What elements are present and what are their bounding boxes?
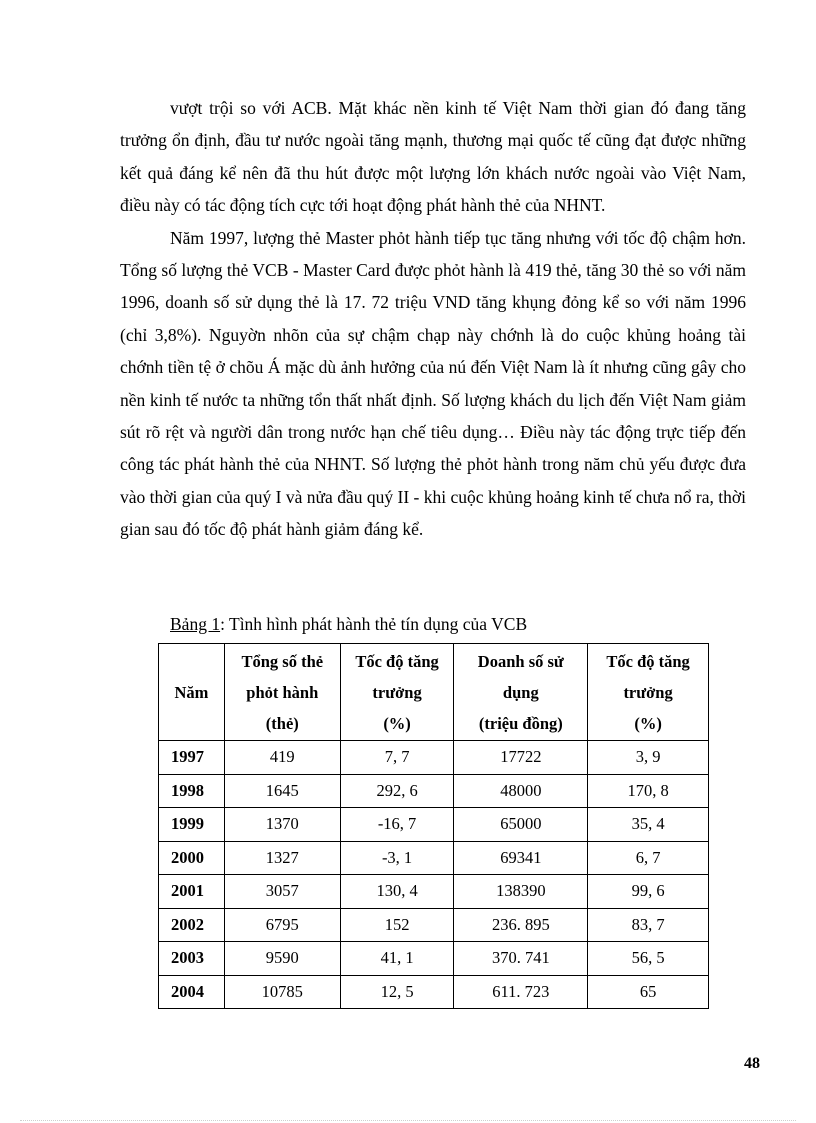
table-row	[159, 841, 709, 875]
page-number: 48	[744, 1055, 760, 1072]
cell-card-growth: 7, 7	[340, 741, 454, 775]
cell-turnover-growth: 83, 7	[588, 908, 709, 942]
cell-total-cards: 1645	[224, 774, 340, 808]
cell-year: 2003	[159, 942, 225, 976]
cell-year: 2004	[159, 975, 225, 1009]
table-row	[159, 908, 709, 942]
cell-turnover: 17722	[454, 741, 588, 775]
cell-turnover-growth: 6, 7	[588, 841, 709, 875]
header-total-cards: Tổng số thẻ phỏt hành (thẻ)	[224, 644, 340, 741]
table-row	[159, 808, 709, 842]
paragraph-1: vượt trội so với ACB. Mặt khác nền kinh tế Việt Nam thời gian đó đang tăng trưởng ổn định, đầu tư nước ngoài tăng mạnh, thương mại quốc tế cũng đạt được những kết quả đáng kể nên đã thu hút được một lượng lớn khách nước ngoài vào Việt Nam, điều này có tác động tích cực tới hoạt động phát hành thẻ của NHNT.	[120, 98, 746, 216]
cell-total-cards: 1370	[224, 808, 340, 842]
body-text	[120, 92, 746, 546]
cell-turnover-growth: 35, 4	[588, 808, 709, 842]
table-caption-text: : Tình hình phát hành thẻ tín dụng của VCB	[220, 614, 528, 634]
cell-card-growth: 130, 4	[340, 875, 454, 909]
cell-year: 1998	[159, 774, 225, 808]
cell-year: 2002	[159, 908, 225, 942]
cell-total-cards: 419	[224, 741, 340, 775]
cell-turnover-growth: 99, 6	[588, 875, 709, 909]
cell-turnover: 236. 895	[454, 908, 588, 942]
cell-card-growth: 41, 1	[340, 942, 454, 976]
paragraph-2: Năm 1997, lượng thẻ Master phỏt hành tiếp tục tăng nhưng với tốc độ chậm hơn. Tổng số lượng thẻ VCB - Master Card được phỏt hành là 419 thẻ, tăng 30 thẻ so với năm 1996, doanh số sử dụng thẻ là 17. 72 triệu VND tăng khụng đỏng kể so với năm 1996 (chỉ 3,8%). Nguyờn nhõn của sự chậm chạp này chớnh là do cuộc khủng hoảng tài chớnh tiền tệ ở chõu Á mặc dù ảnh hưởng của nú đến Việt Nam là ít nhưng cũng gây cho nền kinh tế nước ta những tổn thất nhất định. Số lượng khách du lịch đến Việt Nam giảm sút rõ rệt và người dân trong nước hạn chế tiêu dụng… Điều này tác động trực tiếp đến công tác phát hành thẻ của NHNT. Số lượng thẻ phỏt hành trong năm chủ yếu được đưa vào thời gian của quý I và nửa đầu quý II - khi cuộc khủng hoảng kinh tế chưa nổ ra, thời gian sau đó tốc độ phát hành giảm đáng kể.	[120, 227, 746, 540]
cell-total-cards: 10785	[224, 975, 340, 1009]
table-header-row	[159, 644, 709, 741]
header-turnover: Doanh số sử dụng (triệu đồng)	[454, 644, 588, 741]
cell-turnover: 48000	[454, 774, 588, 808]
cell-turnover: 370. 741	[454, 942, 588, 976]
card-issuance-table	[158, 643, 709, 1009]
cell-card-growth: 292, 6	[340, 774, 454, 808]
cell-total-cards: 9590	[224, 942, 340, 976]
header-year: Năm	[159, 644, 225, 741]
cell-total-cards: 6795	[224, 908, 340, 942]
cell-turnover: 65000	[454, 808, 588, 842]
cell-turnover-growth: 56, 5	[588, 942, 709, 976]
table-row	[159, 975, 709, 1009]
table-row	[159, 741, 709, 775]
cell-total-cards: 1327	[224, 841, 340, 875]
table-caption	[170, 610, 527, 638]
table-row	[159, 774, 709, 808]
cell-turnover-growth: 170, 8	[588, 774, 709, 808]
cell-year: 2001	[159, 875, 225, 909]
cell-card-growth: 152	[340, 908, 454, 942]
cell-year: 1999	[159, 808, 225, 842]
cell-card-growth: -3, 1	[340, 841, 454, 875]
table-caption-label: Bảng 1	[170, 614, 221, 634]
cell-card-growth: -16, 7	[340, 808, 454, 842]
cell-total-cards: 3057	[224, 875, 340, 909]
cell-turnover: 138390	[454, 875, 588, 909]
table-row	[159, 942, 709, 976]
cell-turnover: 69341	[454, 841, 588, 875]
cell-year: 2000	[159, 841, 225, 875]
header-turnover-growth: Tốc độ tăng trưởng (%)	[588, 644, 709, 741]
cell-card-growth: 12, 5	[340, 975, 454, 1009]
cell-year: 1997	[159, 741, 225, 775]
footer-divider	[20, 1120, 796, 1121]
cell-turnover: 611. 723	[454, 975, 588, 1009]
header-card-growth: Tốc độ tăng trưởng (%)	[340, 644, 454, 741]
table-row	[159, 875, 709, 909]
cell-turnover-growth: 3, 9	[588, 741, 709, 775]
cell-turnover-growth: 65	[588, 975, 709, 1009]
